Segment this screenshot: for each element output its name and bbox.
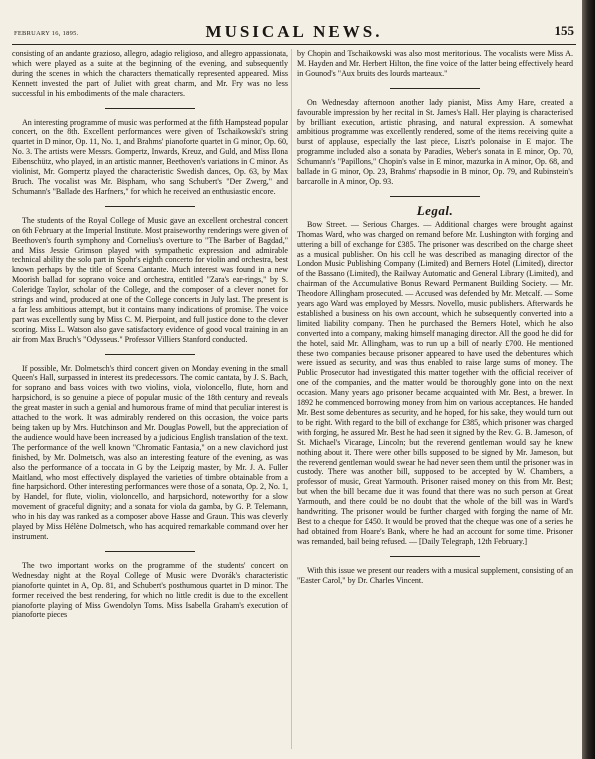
- legal-report-paragraph: Bow Street. — Serious Charges. — Additional charges were brought against Thomas Ward, who was charged on remand before Mr. Lushington with forging and uttering a bill of exchange for £385. The prisoner was described on the charge sheet as a musical publisher. On his ccll he was described as managing director of the London Music Publishing Company (Limited) and Berners Hotel (Limited), director of the Bassano (Limited), the Railway Automatic and General Library (Limited), and chairman of the Accumulative Bonus Reward Permanent Building Society. — Mr. Theodore Allingham prosecuted. — Accused was defended by Mr. Metcalf. — Some years ago Ward was employed by Messrs. Novello, music publishers. Afterwards he established a business on his own account, which he subsequently converted into a limited liability company. Then he purchased the Berners Hotel, which he also converted into a company, making himself managing director. All the good he did for the hotel, said Mr. Allingham, was to run up a bill of nearly £700. He mentioned these two companies because prisoner appeared to have used the debentures which were issued as security, and was thus enabled to raise large sums of money. The Public Prosecutor had investigated this matter together with the official receiver of one of the companies, and the matter would be thoroughly gone into on the next occasion. Many years ago prisoner became acquainted with Mr. Best, a brewer. In 1892 he commenced borrowing money from him on various acceptances. He handed Mr. Best some debentures as security, and he hoped, for his sake, they would turn out to be right. With regard to the bill of exchange for £385, which prisoner was charged with forging, he assured Mr. Best he had seen it signed by the Rev. G. B. Jameson, of St. Michael's Vicarage, Lincoln; but the reverend gentleman would say he knew nothing about it. There were other bills supposed to be signed by Mr. Jameson, but the reverend gentleman would swear he had never seen them until the prisoner was in custody. There was another bill, supposed to be accepted by W. Chambers, a professor of music, Great Yarmouth. Prisoner raised money on this from Mr. Best; but when the bill became due it was found that there was no such person at Great Yarmouth, and there could be no doubt that the whole of the bill was in Ward's handwriting. The prisoner would be further charged with forging the name of Mr. Best to a cheque for £450. It would be proved that the cheque was one of a series he had obtained from Hoare's Bank, where he had an account for some time. Prisoner was remanded, bail being refused. — [Daily Telegraph, 12th February.]: [297, 219, 573, 546]
- article-paragraph: On Wednesday afternoon another lady pianist, Miss Amy Hare, created a favourable impression by her recital in St. James's Hall. Her playing is characterised by brilliant execution, artistic phrasing, and natural expression. A somewhat ambitious programme was excellently rendered, some of the items receiving quite a burst of applause, especially the last piece, Liszt's polonaise in E major. The programme included also a sonata by Paradies, Weber's sonata in E minor, Op. 70, Schumann's "Papillons," Chopin's valse in E minor, mazurka in A minor, Op. 68, and ballade in G minor, Op. 23, Brahms' rhapsodie in B minor, Op. 79, and Rubinstein's barcarolle in A minor, Op. 93.: [297, 97, 573, 186]
- section-divider: [105, 206, 195, 207]
- section-divider: [390, 196, 480, 197]
- article-paragraph: consisting of an andante grazioso, allegro, adagio religioso, and allegro appassionata, which were played as a suite at the beginning of the evening, and subsequently during the scenes in which the characters thematically represented appeared. Miss Kennett invested the part of Juliet with great charm, and Mr. Fry was no less successful in his embodiments of the male characters.: [12, 49, 288, 98]
- article-paragraph: If possible, Mr. Dolmetsch's third concert given on Monday evening in the small Queen's Hall, surpassed in interest its predecessors. The comic cantata, by J. S. Bach, for soprano and bass voices with two violins, viola, violoncello, flute, horn and harpsichord, is so genuine a piece of popular music of the 18th century and reveals the great master in such a genial and humorous frame of mind that peculiar interest is attached to the work. It was admirably rendered on this occasion, the voice parts being taken up by Mrs. Hutchinson and Mr. Douglas Powell, but the appreciation of the audience would have been increased by a judicious English translation of the text. The performance of the well known "Chromatic Fantasia," on a new clavichord just finished, by Mr. Dolmetsch, was also an interesting feature of the evening, as was also the performance of a toccata in G by the Leipzig master, by Mr. J. A. Fuller Maitland, who most effectively displayed the varieties of timbre obtainable from a fine harpsichord. Other interesting performances were those of a sonata, Op. 2, No. 1, by Handel, for flute, violin, violoncello, and harpsichord, noteworthy for a slow movement of graceful dignity; and a sonata for viola da gamba, by G. P. Telemann, who in his day was ranked as a composer above Hasse and Graun. This was cleverly played by Miss Hélène Dolmetsch, who has acquired remarkable command over her instrument.: [12, 363, 288, 541]
- article-paragraph: The two important works on the programme of the students' concert on Wednesday night at the Royal College of Music were Dvorák's characteristic pianoforte quintet in A, Op. 81, and Schubert's posthumous quartet in D minor. The former received the best rendering, for which no little credit is due to the excellent pianoforte playing of Miss Gwendolyn Toms. Miss Isabella Graham's execution of pianoforte pieces: [12, 560, 288, 620]
- section-divider: [390, 88, 480, 89]
- masthead-title: MUSICAL NEWS.: [205, 22, 383, 41]
- section-divider: [105, 108, 195, 109]
- article-paragraph: by Chopin and Tschaikowski was also most meritorious. The vocalists were Miss A. M. Hayden and Mr. Herbert Hilton, the fine voice of the latter being effectively heard in Gounod's "Aux bruits des lourds marteaux.": [297, 49, 573, 78]
- section-divider: [105, 354, 195, 355]
- book-spine-edge: [582, 0, 595, 759]
- supplement-notice: With this issue we present our readers with a musical supplement, consisting of an "Easter Carol," by Dr. Charles Vincent.: [297, 565, 573, 585]
- page-header: [12, 13, 576, 45]
- left-column: [12, 49, 288, 620]
- section-divider: [105, 551, 195, 552]
- column-rule: [291, 49, 292, 749]
- section-divider: [390, 556, 480, 557]
- section-heading-legal: Legal.: [416, 202, 454, 218]
- article-paragraph: An interesting programme of music was performed at the fifth Hampstead popular concert, on the 8th. Excellent performances were given of Tschaikowski's string quartet in D minor, Op. 11, No. 1, and Brahms' pianoforte quartet in G minor, Op. 60, No. 3. The artists were Messrs. Gompertz, Inwards, Kreuz, and Guld, and Miss Ilona Eibenschütz, who played, in an artistic manner, Beethoven's variations in C minor. As violinist, Mr. Gompertz played the characteristic Swedish dances, Op. 63, by Max Bruch. The vocalist was Mr. Bispham, who sang Schubert's "Der Zwerg," and Schumann's "Ballade des Harfners," for which he received an enthusiastic encore.: [12, 117, 289, 196]
- article-paragraph: The students of the Royal College of Music gave an excellent orchestral concert on 6th February at the Imperial Institute. Most praiseworthy renderings were given of Beethoven's fourth symphony and Cornelius's overture to "The Barber of Bagdad," and Miss Jessie Grimson played with sympathetic expression and admirable technical ability the solo part in Spohr's eighth concerto for violin and orchestra, best known perhaps by the title of Scena Cantante. Much interest was found in a new Moorish ballad for soprano voice and orchestra, entitled "Zara's ear-rings," by S. Coleridge Taylor, scholar of the College, and the composer of a clever nonet for strings and wind, produced at one of the College concerts in July last. The present is a far less ambitious attempt, but it contains many indications of promise. The voice part was excellently sung by Miss C. M. Pierpoint, and full justice done to the clever scoring. Miss L. Watson also gave satisfactory evidence of good vocal training in an air from Max Bruch's "Odysseus." Professor Villiers Stanford conducted.: [12, 215, 288, 344]
- right-column: [297, 49, 573, 586]
- page-number: 155: [554, 23, 574, 38]
- issue-date: FEBRUARY 16, 1895.: [14, 30, 79, 37]
